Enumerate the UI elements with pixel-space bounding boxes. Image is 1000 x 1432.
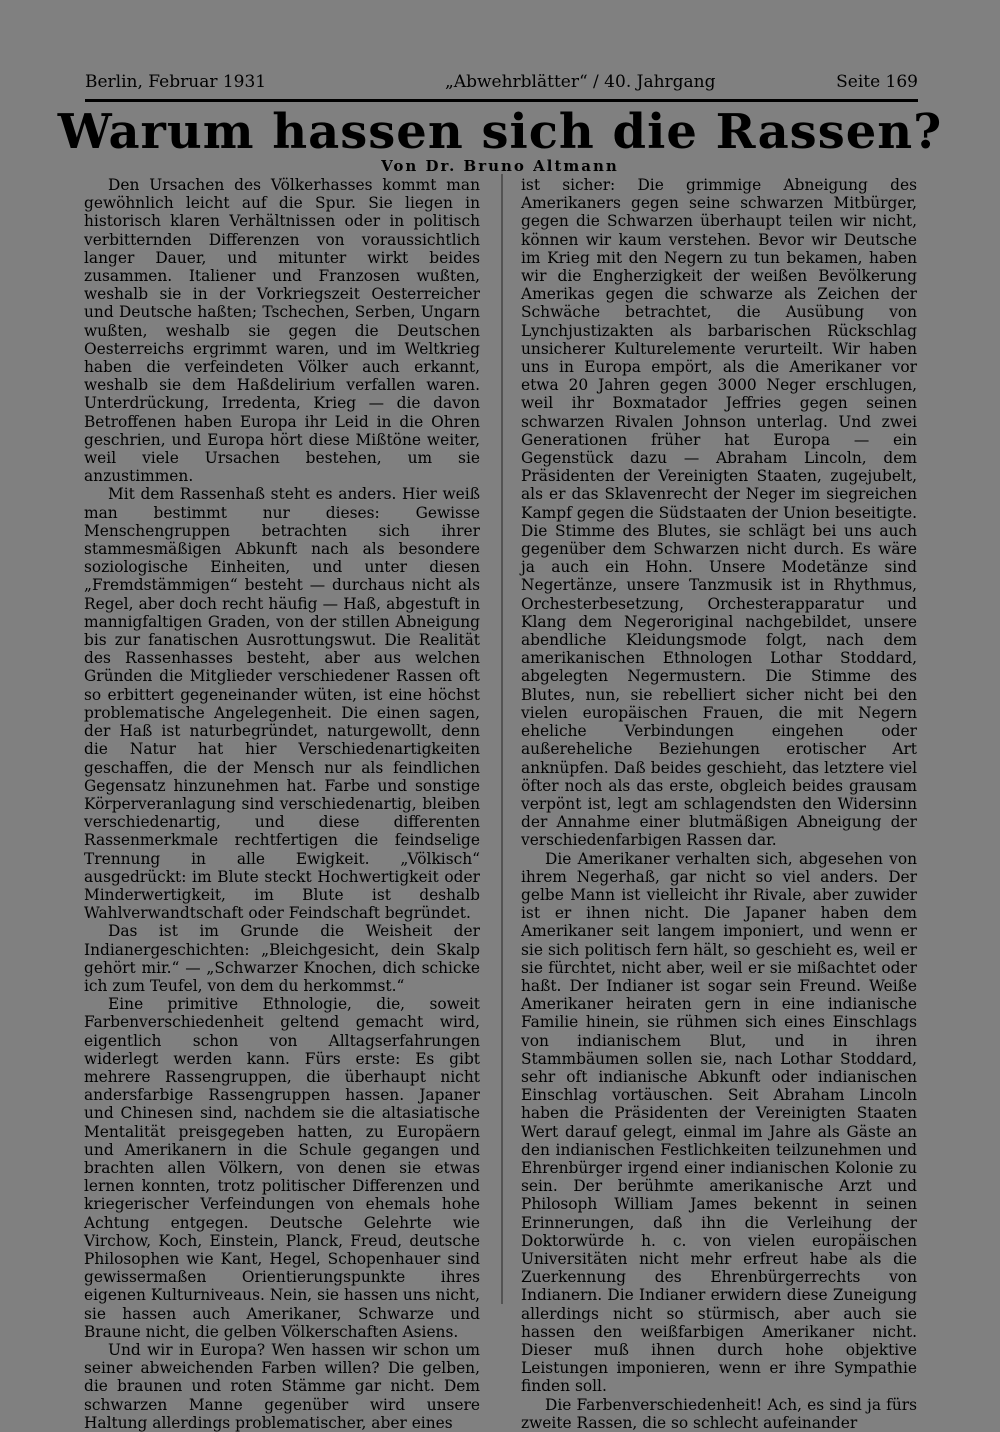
paragraph: Das ist im Grunde die Weisheit der Indianergeschichten: „Bleichgesicht, dein Skalp gehört mir.“ — „Schwarzer Knochen, dich schicke ich zum Teufel, von dem du herkommst.“ [84, 922, 480, 995]
left-column [84, 176, 480, 1432]
paragraph: Die Amerikaner verhalten sich, abgesehen von ihrem Negerhaß, gar nicht so viel anders. Der gelbe Mann ist vielleicht ihr Rivale, aber zuwider ist er ihnen nicht. Die Japaner haben dem Amerikaner seit langem imponiert, und wenn er sie sich politisch fern hält, so geschieht es, weil er sie fürchtet, nicht aber, weil er sie mißachtet oder haßt. Der Indianer ist sogar sein Freund. Weiße Amerikaner heiraten gern in eine indianische Familie hinein, sie rühmen sich eines Einschlags von indianischem Blut, und in ihren Stammbäumen sollen sie, nach Lothar Stoddard, sehr oft indianische Abkunft oder indianischen Einschlag vortäuschen. Seit Abraham Lincoln haben die Präsidenten der Vereinigten Staaten Wert darauf gelegt, einmal im Jahre als Gäste an den indianischen Festlichkeiten teilzunehmen und Ehrenbürger irgend einer indianischen Kolonie zu sein. Der berühmte amerikanische Arzt und Philosoph William James bekennt in seinen Erinnerungen, daß ihn die Verleihung der Doktorwürde h. c. von vielen europäischen Universitäten nicht mehr erfreut habe als die Zuerkennung des Ehrenbürgerrechts von Indianern. Die Indianer erwidern diese Zuneigung allerdings nicht so stürmisch, aber auch sie hassen den weißfarbigen Amerikaner nicht. Dieser muß ihnen durch hohe objektive Leistungen imponieren, wenn er ihre Sympathie finden soll. [521, 849, 917, 1396]
paragraph: Mit dem Rassenhaß steht es anders. Hier weiß man bestimmt nur dieses: Gewisse Menschengruppen betrachten sich ihrer stammesmäßigen Abkunft nach als besondere soziologische Einheiten, und unter diesen „Fremdstämmigen“ besteht — durchaus nicht als Regel, aber doch recht häufig — Haß, abgestuft in mannigfaltigen Graden, von der stillen Abneigung bis zur fanatischen Ausrottungswut. Die Realität des Rassenhasses besteht, aber aus welchen Gründen die Mitglieder verschiedener Rassen oft so erbittert gegeneinander wüten, ist eine höchst problematische Angelegenheit. Die einen sagen, der Haß ist naturbegründet, naturgewollt, denn die Natur hat hier Verschiedenartigkeiten geschaffen, die der Mensch nur als feindlichen Gegensatz hinzunehmen hat. Farbe und sonstige Körperveranlagung sind verschiedenartig, bleiben verschiedenartig, und diese differenten Rassenmerkmale rechtfertigen die feindselige Trennung in alle Ewigkeit. „Völkisch“ ausgedrückt: im Blute steckt Hochwertigkeit oder Minderwertigkeit, im Blute ist deshalb Wahlverwandtschaft oder Feindschaft begründet. [84, 485, 480, 923]
paragraph: Und wir in Europa? Wen hassen wir schon um seiner abweichenden Farben willen? Die gelben, die braunen und roten Stämme gar nicht. Dem schwarzen Manne gegenüber wird unsere Haltung allerdings problematischer, aber eines [84, 1341, 480, 1432]
right-column [521, 176, 917, 1432]
paragraph: ist sicher: Die grimmige Abneigung des Amerikaners gegen seine schwarzen Mitbürger, gegen die Schwarzen überhaupt teilen wir nicht, können wir kaum verstehen. Bevor wir Deutsche im Krieg mit den Negern zu tun bekamen, haben wir die Engherzigkeit der weißen Bevölkerung Amerikas gegen die schwarze als Zeichen der Schwäche betrachtet, die Ausübung von Lynchjustizakten als barbarischen Rückschlag unsicherer Kulturelemente verurteilt. Wir haben uns in Europa empört, als die Amerikaner vor etwa 20 Jahren gegen 3000 Neger erschlugen, weil ihr Boxmatador Jeffries gegen seinen schwarzen Rivalen Johnson unterlag. Und zwei Generationen früher hat Europa — ein Gegenstück dazu — Abraham Lincoln, dem Präsidenten der Vereinigten Staaten, zugejubelt, als er das Sklavenrecht der Neger im siegreichen Kampf gegen die Südstaaten der Union beseitigte. Die Stimme des Blutes, sie schlägt bei uns auch gegenüber dem Schwarzen nicht durch. Es wäre ja auch ein Hohn. Unsere Modetänze sind Negertänze, unsere Tanzmusik ist in Rhythmus, Orchesterbesetzung, Orchesterapparatur und Klang dem Negeroriginal nachgebildet, unsere abendliche Kleidungsmode folgt, nach dem amerikanischen Ethnologen Lothar Stoddard, abgelegten Negermustern. Die Stimme des Blutes, nun, sie rebelliert sicher nicht bei den vielen europäischen Frauen, die mit Negern eheliche Verbindungen eingehen oder außereheliche Beziehungen erotischer Art anknüpfen. Daß beides geschieht, das letztere viel öfter noch als das erste, obgleich beides grausam verpönt ist, legt am schlagendsten den Widersinn der Annahme einer blutmäßigen Abneigung der verschiedenfarbigen Rassen dar. [521, 176, 917, 850]
header-publication: „Abwehrblätter“ / 40. Jahrgang [445, 72, 716, 92]
article-byline: Von Dr. Bruno Altmann [381, 157, 619, 175]
paragraph: Die Farbenverschiedenheit! Ach, es sind ja fürs zweite Rassen, die so schlecht aufeinander [521, 1395, 917, 1432]
header-page-number: Seite 169 [836, 72, 918, 92]
header-date: Berlin, Februar 1931 [85, 72, 267, 92]
paragraph: Den Ursachen des Völkerhasses kommt man gewöhnlich leicht auf die Spur. Sie liegen in historisch klaren Verhältnissen oder in politisch verbitternden Differenzen von voraussichtlich langer Dauer, und mitunter wirkt beides zusammen. Italiener und Franzosen wußten, weshalb sie in der Vorkriegszeit Oesterreicher und Deutsche haßten; Tschechen, Serben, Ungarn wußten, weshalb sie gegen die Deutschen Oesterreichs ergrimmt waren, und im Weltkrieg haben die verfeindeten Völker auch erkannt, weshalb sie dem Haßdelirium verfallen waren. Unterdrückung, Irredenta, Krieg — die davon Betroffenen haben Europa ihr Leid in die Ohren geschrien, und Europa hört diese Mißtöne weiter, weil viele Ursachen bestehen, um sie anzustimmen. [84, 176, 480, 486]
article-title: Warum hassen sich die Rassen? [57, 104, 943, 160]
column-divider [501, 174, 503, 1304]
page-header [85, 68, 918, 96]
paragraph: Eine primitive Ethnologie, die, soweit Farbenverschiedenheit geltend gemacht wird, eigentlich schon von Alltagserfahrungen widerlegt werden kann. Fürs erste: Es gibt mehrere Rassengruppen, die überhaupt nicht andersfarbige Rassengruppen hassen. Japaner und Chinesen sind, nachdem sie die altasiatische Mentalität preisgegeben hatten, zu Europäern und Amerikanern in die Schule gegangen und brachten allen Völkern, von denen sie etwas lernen konnten, trotz politischer Differenzen und kriegerischer Verfeindungen von ehemals hohe Achtung entgegen. Deutsche Gelehrte wie Virchow, Koch, Einstein, Planck, Freud, deutsche Philosophen wie Kant, Hegel, Schopenhauer sind gewissermaßen Orientierungspunkte ihres eigenen Kulturniveaus. Nein, sie hassen uns nicht, sie hassen auch Amerikaner, Schwarze und Braune nicht, die gelben Völkerschaften Asiens. [84, 995, 480, 1341]
header-rule [85, 99, 918, 102]
